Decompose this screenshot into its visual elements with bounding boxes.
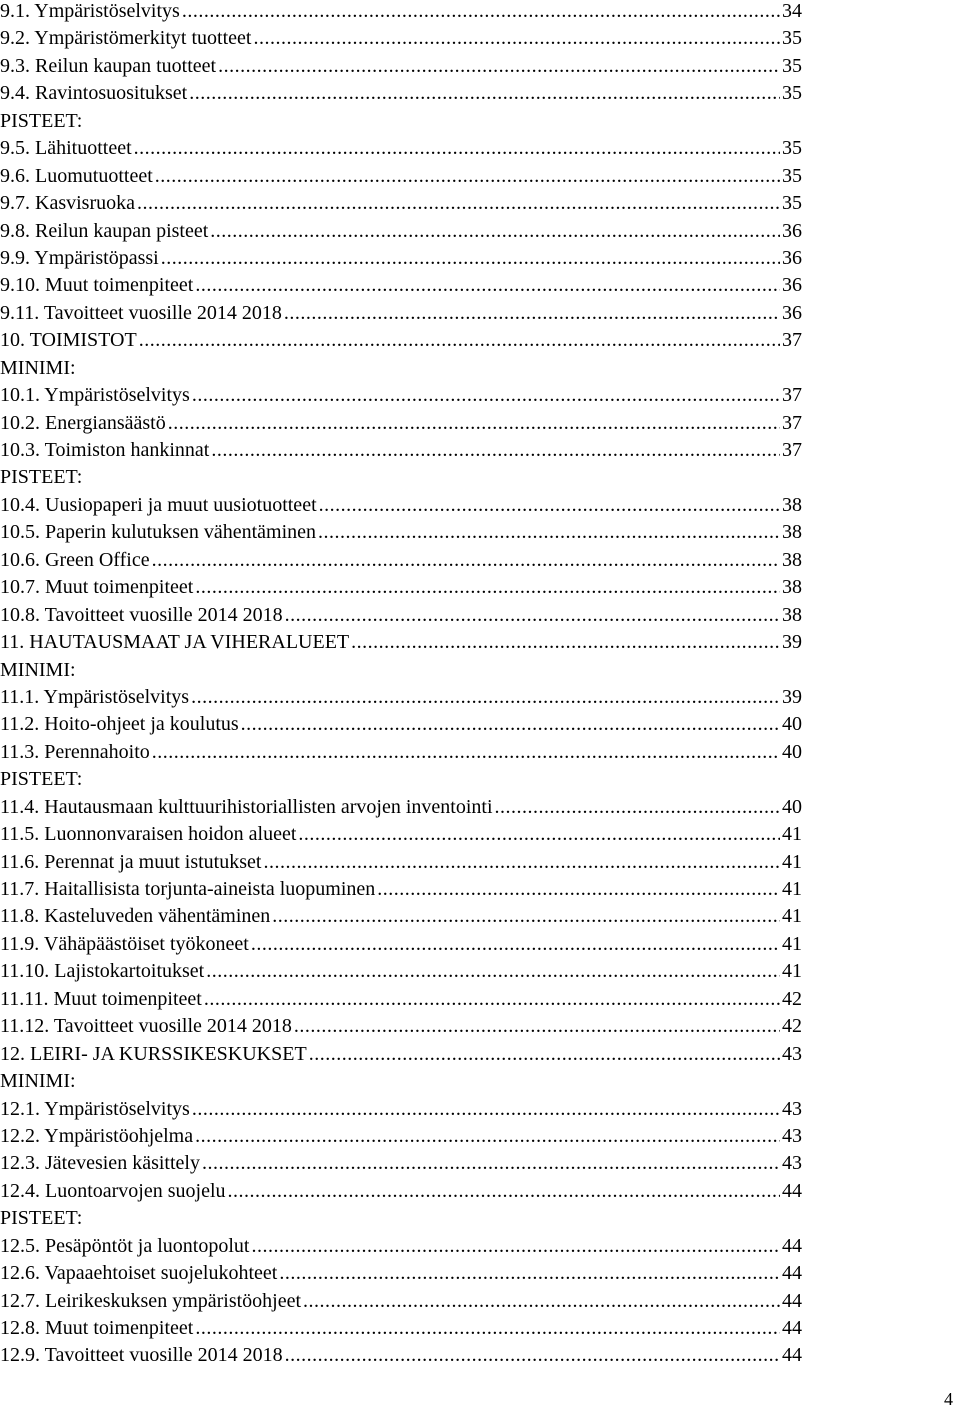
dot-leader xyxy=(206,958,780,985)
toc-page-number: 37 xyxy=(782,439,802,461)
toc-entry-title: MINIMI: xyxy=(0,356,76,379)
toc-page-number: 41 xyxy=(782,932,802,955)
toc-entry[interactable] xyxy=(0,272,802,299)
dot-leader xyxy=(284,300,780,327)
toc-page-number: 37 xyxy=(782,411,802,434)
toc-entry-title: MINIMI: xyxy=(0,1070,76,1093)
toc-page-number: 42 xyxy=(782,1015,802,1038)
toc-page-number: 37 xyxy=(782,329,802,352)
toc-page-number: 44 xyxy=(782,1234,802,1257)
dot-leader xyxy=(134,135,780,162)
toc-entry-title: 11.12. Tavoitteet vuosille 2014 2018 xyxy=(0,1015,292,1038)
toc-entry-title: 9.4. Ravintosuositukset xyxy=(0,82,188,105)
toc-entry-title: 12.2. Ympäristöohjelma xyxy=(0,1124,194,1147)
toc-page-number: 44 xyxy=(782,1179,802,1202)
toc-page-number: 35 xyxy=(782,137,802,160)
dot-leader xyxy=(253,25,780,52)
dot-leader xyxy=(272,903,780,930)
toc-entry-title: 9.11. Tavoitteet vuosille 2014 2018 xyxy=(0,301,282,324)
toc-entry-title: 9.5. Lähituotteet xyxy=(0,137,132,160)
dot-leader xyxy=(211,437,780,464)
toc-entry[interactable] xyxy=(0,1315,802,1342)
toc-page-number: 36 xyxy=(782,301,802,324)
toc-entry-title: 11.1. Ympäristöselvitys xyxy=(0,685,190,708)
toc-page-number: 41 xyxy=(782,823,802,846)
toc-entry[interactable] xyxy=(0,1096,802,1123)
toc-page-number: 35 xyxy=(782,192,802,215)
toc-entry-title: 9.10. Muut toimenpiteet xyxy=(0,274,194,297)
toc-page-number: 43 xyxy=(782,1124,802,1147)
dot-leader xyxy=(251,1233,780,1260)
toc-page-number: 43 xyxy=(782,1097,802,1120)
dot-leader xyxy=(195,272,780,299)
toc-page-number: 36 xyxy=(782,219,802,242)
toc-section-label xyxy=(0,657,802,684)
toc-entry-title: 11.10. Lajistokartoitukset xyxy=(0,960,205,983)
toc-section-label xyxy=(0,108,802,135)
dot-leader xyxy=(263,849,780,876)
toc-entry[interactable] xyxy=(0,629,802,656)
toc-entry[interactable] xyxy=(0,1123,802,1150)
toc-page-number: 42 xyxy=(782,987,802,1010)
dot-leader xyxy=(319,492,780,519)
dot-leader xyxy=(161,245,780,272)
toc-section-label xyxy=(0,1068,802,1095)
toc-entry[interactable] xyxy=(0,602,802,629)
toc-page-number: 38 xyxy=(782,493,802,516)
dot-leader xyxy=(152,739,780,766)
toc-entry[interactable] xyxy=(0,80,802,107)
toc-entry-title: 9.2. Ympäristömerkityt tuotteet xyxy=(0,27,252,50)
toc-entry-title: 11.2. Hoito-ohjeet ja koulutus xyxy=(0,713,239,736)
toc-entry-title: PISTEET: xyxy=(0,768,83,791)
toc-entry-title: 11.9. Vähäpäästöiset työkoneet xyxy=(0,932,249,955)
toc-entry-title: 12.3. Jätevesien käsittely xyxy=(0,1152,200,1175)
dot-leader xyxy=(285,1342,780,1369)
toc-entry[interactable] xyxy=(0,163,802,190)
toc-entry-title: 9.9. Ympäristöpassi xyxy=(0,246,159,269)
dot-leader xyxy=(228,1178,780,1205)
page-number: 4 xyxy=(944,1389,953,1409)
toc-entry-title: PISTEET: xyxy=(0,1207,83,1230)
dot-leader xyxy=(210,218,780,245)
toc-entry-title: 11.11. Muut toimenpiteet xyxy=(0,987,202,1010)
toc-page-number: 35 xyxy=(782,54,802,77)
toc-page-number: 43 xyxy=(782,1152,802,1175)
toc-section-label xyxy=(0,1205,802,1232)
dot-leader xyxy=(351,629,780,656)
dot-leader xyxy=(195,1123,780,1150)
dot-leader xyxy=(182,0,780,25)
dot-leader xyxy=(204,986,780,1013)
toc-entry-title: 11.7. Haitallisista torjunta-aineista luopuminen xyxy=(0,878,376,900)
toc-entry-title: 10.7. Muut toimenpiteet xyxy=(0,576,194,599)
toc-entry[interactable] xyxy=(0,986,802,1013)
toc-entry-title: 12.4. Luontoarvojen suojelu xyxy=(0,1179,226,1202)
toc-entry[interactable] xyxy=(0,1288,802,1315)
toc-entry[interactable] xyxy=(0,903,802,930)
toc-entry[interactable] xyxy=(0,135,802,162)
toc-page-number: 44 xyxy=(782,1344,802,1367)
toc-section-label xyxy=(0,355,802,382)
toc-page-number: 40 xyxy=(782,740,802,763)
dot-leader xyxy=(251,931,780,958)
dot-leader xyxy=(377,876,780,903)
toc-entry[interactable] xyxy=(0,1041,802,1068)
toc-page-number: 38 xyxy=(782,603,802,626)
toc-entry[interactable] xyxy=(0,300,802,327)
toc-entry[interactable] xyxy=(0,1150,802,1177)
toc-entry[interactable] xyxy=(0,327,802,354)
toc-entry[interactable] xyxy=(0,547,802,574)
dot-leader xyxy=(195,1315,780,1342)
toc-entry[interactable] xyxy=(0,492,802,519)
dot-leader xyxy=(285,602,780,629)
toc-entry-title: 12.1. Ympäristöselvitys xyxy=(0,1097,190,1120)
toc-entry-title: 10.4. Uusiopaperi ja muut uusiotuotteet xyxy=(0,493,317,516)
toc-entry-title: 9.7. Kasvisruoka xyxy=(0,192,135,215)
dot-leader xyxy=(195,574,780,601)
dot-leader xyxy=(303,1288,780,1315)
toc-entry-title: 10.5. Paperin kulutuksen vähentäminen xyxy=(0,521,317,544)
toc-entry[interactable] xyxy=(0,190,802,217)
dot-leader xyxy=(495,794,781,821)
toc-entry-title: 10.1. Ympäristöselvitys xyxy=(0,384,190,407)
toc-entry-title: 9.6. Luomutuotteet xyxy=(0,164,153,187)
toc-page-number: 41 xyxy=(782,850,802,873)
toc-entry-title: 11.4. Hautausmaan kulttuurihistoriallisten arvojen inventointi xyxy=(0,795,493,818)
toc-page-number: 41 xyxy=(782,905,802,928)
toc-entry[interactable] xyxy=(0,1013,802,1040)
dot-leader xyxy=(298,821,780,848)
dot-leader xyxy=(241,711,780,738)
toc-entry[interactable] xyxy=(0,958,802,985)
toc-entry-title: 9.1. Ympäristöselvitys xyxy=(0,0,180,22)
toc-entry[interactable] xyxy=(0,382,802,409)
toc-section-label xyxy=(0,464,802,491)
toc-page-number: 44 xyxy=(782,1317,802,1339)
dot-leader xyxy=(294,1013,780,1040)
toc-entry-title: 10.2. Energiansäästö xyxy=(0,411,166,434)
dot-leader xyxy=(137,190,780,217)
toc-entry-title: 11.6. Perennat ja muut istutukset xyxy=(0,850,262,873)
toc-page-number: 41 xyxy=(782,960,802,983)
toc-page-number: 39 xyxy=(782,685,802,708)
toc-entry[interactable] xyxy=(0,931,802,958)
toc-entry[interactable] xyxy=(0,25,802,52)
toc-entry-title: 10.6. Green Office xyxy=(0,548,150,571)
toc-page-number: 36 xyxy=(782,274,802,297)
dot-leader xyxy=(318,519,780,546)
toc-entry[interactable] xyxy=(0,821,802,848)
toc-page-number: 38 xyxy=(782,548,802,571)
toc-entry-title: 11.5. Luonnonvaraisen hoidon alueet xyxy=(0,823,297,846)
toc-page-number: 34 xyxy=(782,0,802,22)
dot-leader xyxy=(309,1041,780,1068)
toc-entry[interactable] xyxy=(0,218,802,245)
toc-entry-title: 12.5. Pesäpöntöt ja luontopolut xyxy=(0,1234,250,1257)
toc-entry-title: 11.3. Perennahoito xyxy=(0,740,150,763)
toc-entry[interactable] xyxy=(0,1260,802,1287)
dot-leader xyxy=(191,684,780,711)
toc-page-number: 40 xyxy=(782,795,802,818)
toc-entry-title: 10. TOIMISTOT xyxy=(0,329,137,352)
dot-leader xyxy=(279,1260,780,1287)
toc-page-number: 44 xyxy=(782,1262,802,1285)
toc-entry[interactable] xyxy=(0,876,802,903)
toc-entry-title: 10.8. Tavoitteet vuosille 2014 2018 xyxy=(0,603,283,626)
dot-leader xyxy=(155,163,780,190)
toc-entry-title: 10.3. Toimiston hankinnat xyxy=(0,439,210,461)
dot-leader xyxy=(192,1096,780,1123)
dot-leader xyxy=(189,80,780,107)
toc-entry-title: MINIMI: xyxy=(0,658,76,681)
toc-entry[interactable] xyxy=(0,794,802,821)
toc-entry[interactable] xyxy=(0,437,802,464)
toc-entry-title: PISTEET: xyxy=(0,466,83,489)
dot-leader xyxy=(192,382,780,409)
toc-page-number: 35 xyxy=(782,27,802,50)
toc-page-number: 38 xyxy=(782,576,802,599)
toc-entry-title: PISTEET: xyxy=(0,109,83,132)
toc-entry[interactable] xyxy=(0,849,802,876)
toc-page-number: 41 xyxy=(782,878,802,900)
toc-entry-title: 9.3. Reilun kaupan tuotteet xyxy=(0,54,217,77)
toc-entry[interactable] xyxy=(0,0,802,25)
toc-entry-title: 12.8. Muut toimenpiteet xyxy=(0,1317,194,1339)
toc-page-number: 35 xyxy=(782,164,802,187)
toc-entry[interactable] xyxy=(0,53,802,80)
toc-page-number: 39 xyxy=(782,631,802,654)
toc-entry[interactable] xyxy=(0,410,802,437)
toc-entry-title: 11.8. Kasteluveden vähentäminen xyxy=(0,905,271,928)
toc-entry[interactable] xyxy=(0,574,802,601)
toc-entry[interactable] xyxy=(0,739,802,766)
toc-page-number: 43 xyxy=(782,1042,802,1065)
dot-leader xyxy=(218,53,780,80)
dot-leader xyxy=(202,1150,780,1177)
toc-page-number: 36 xyxy=(782,246,802,269)
toc-entry-title: 12.6. Vapaaehtoiset suojelukohteet xyxy=(0,1262,278,1285)
toc-page-number: 40 xyxy=(782,713,802,736)
toc-entry-title: 11. HAUTAUSMAAT JA VIHERALUEET xyxy=(0,631,350,654)
toc-entry-title: 12. LEIRI- JA KURSSIKESKUKSET xyxy=(0,1042,307,1065)
dot-leader xyxy=(139,327,780,354)
toc-entry[interactable] xyxy=(0,245,802,272)
toc-entry[interactable] xyxy=(0,1342,802,1369)
toc-entry-title: 9.8. Reilun kaupan pisteet xyxy=(0,219,209,242)
toc-page-number: 37 xyxy=(782,384,802,407)
dot-leader xyxy=(152,547,780,574)
toc-section-label xyxy=(0,766,802,793)
toc-page-number: 35 xyxy=(782,82,802,105)
toc-entry[interactable] xyxy=(0,711,802,738)
toc-entry-title: 12.7. Leirikeskuksen ympäristöohjeet xyxy=(0,1289,302,1312)
toc-page-number: 38 xyxy=(782,521,802,544)
dot-leader xyxy=(168,410,780,437)
toc-entry[interactable] xyxy=(0,684,802,711)
toc-entry[interactable] xyxy=(0,519,802,546)
toc-entry[interactable] xyxy=(0,1233,802,1260)
toc-page-number: 44 xyxy=(782,1289,802,1312)
toc-entry-title: 12.9. Tavoitteet vuosille 2014 2018 xyxy=(0,1344,283,1367)
toc-entry[interactable] xyxy=(0,1178,802,1205)
